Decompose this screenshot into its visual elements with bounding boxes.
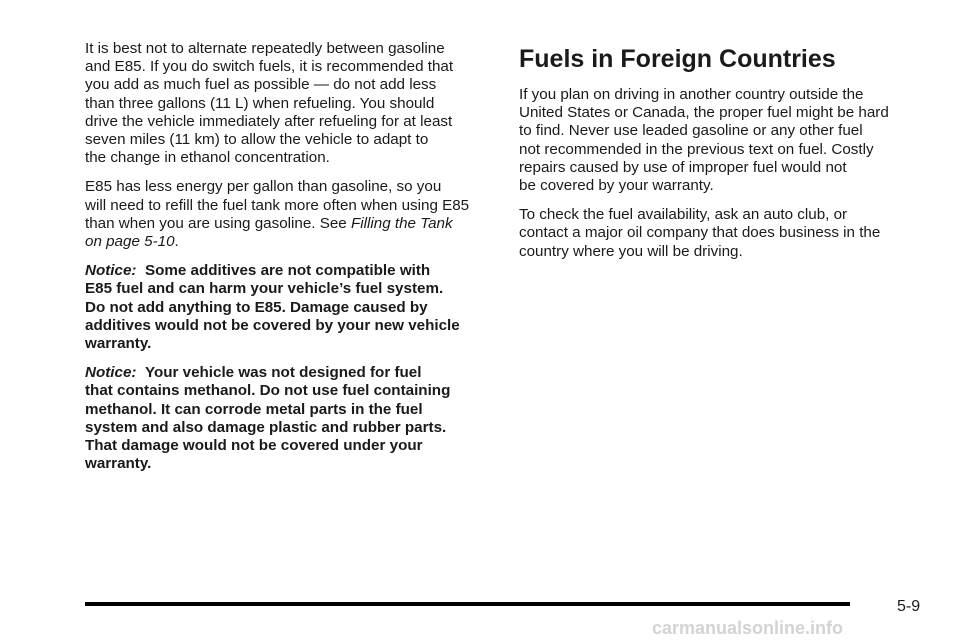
text-line: to find. Never use leaded gasoline or any other fuel: [519, 122, 863, 140]
text-line: [85, 262, 495, 280]
text-line: warranty.: [85, 455, 152, 473]
text-line: [85, 215, 495, 233]
text-line: country where you will be driving.: [519, 242, 743, 260]
text-run: .: [174, 233, 179, 251]
text-line: than three gallons (11 L) when refueling. You should: [85, 94, 435, 112]
section-heading: Fuels in Foreign Countries: [519, 45, 836, 73]
text-line: and E85. If you do switch fuels, it is recommended that: [85, 58, 454, 76]
text-line: [85, 364, 495, 382]
text-line: drive the vehicle immediately after refueling for at least: [85, 112, 453, 130]
left-column: [85, 40, 495, 484]
text-line: E85 has less energy per gallon than gasoline, so you: [85, 178, 442, 196]
text-line: To check the fuel availability, ask an auto club, or: [519, 206, 848, 224]
watermark: carmanualsonline.info: [652, 618, 844, 638]
text-line: methanol. It can corrode metal parts in the fuel: [85, 400, 423, 418]
paragraph-alternate-fuels: [85, 40, 495, 167]
text-line: Do not add anything to E85. Damage caused by: [85, 298, 428, 316]
notice-label: Notice:: [85, 262, 137, 280]
text-line: not recommended in the previous text on fuel. Costly: [519, 140, 874, 158]
filling-the-tank-reference: Filling the Tank: [350, 214, 453, 232]
text-line: will need to refill the fuel tank more often when using E85: [85, 196, 470, 214]
text-line: that contains methanol. Do not use fuel containing: [85, 382, 451, 400]
text-line: contact a major oil company that does business in the: [519, 224, 881, 242]
text-line: E85 fuel and can harm your vehicle’s fuel system.: [85, 280, 444, 298]
notice-methanol: [85, 364, 495, 473]
text-line: [85, 233, 495, 251]
page-number: 5-9: [897, 598, 921, 615]
text-line: additives would not be covered by your new vehicle: [85, 316, 460, 334]
notice-label: Notice:: [85, 364, 137, 382]
footer-rule: [85, 602, 850, 606]
page-reference: on page 5-10: [85, 233, 175, 251]
text-line: repairs caused by use of improper fuel would not: [519, 158, 847, 176]
text-line: you add as much fuel as possible — do not add less: [85, 76, 437, 94]
text-line: United States or Canada, the proper fuel might be hard: [519, 104, 889, 122]
notice-additives: [85, 262, 495, 353]
text-line: That damage would not be covered under your: [85, 437, 423, 455]
right-column: [519, 86, 924, 272]
notice-text: Your vehicle was not designed for fuel: [144, 364, 422, 382]
paragraph-fuel-availability: [519, 206, 924, 261]
paragraph-foreign-fuel: [519, 86, 924, 195]
text-line: warranty.: [85, 335, 152, 353]
text-line: seven miles (11 km) to allow the vehicle to adapt to: [85, 131, 429, 149]
text-run: than when you are using gasoline. See: [85, 214, 351, 232]
notice-text: Some additives are not compatible with: [144, 262, 431, 280]
paragraph-e85-energy: [85, 178, 495, 251]
text-line: be covered by your warranty.: [519, 177, 714, 195]
text-line: If you plan on driving in another country outside the: [519, 86, 864, 103]
text-line: the change in ethanol concentration.: [85, 149, 330, 167]
text-line: It is best not to alternate repeatedly between gasoline: [85, 40, 445, 57]
text-line: system and also damage plastic and rubber parts.: [85, 418, 447, 436]
